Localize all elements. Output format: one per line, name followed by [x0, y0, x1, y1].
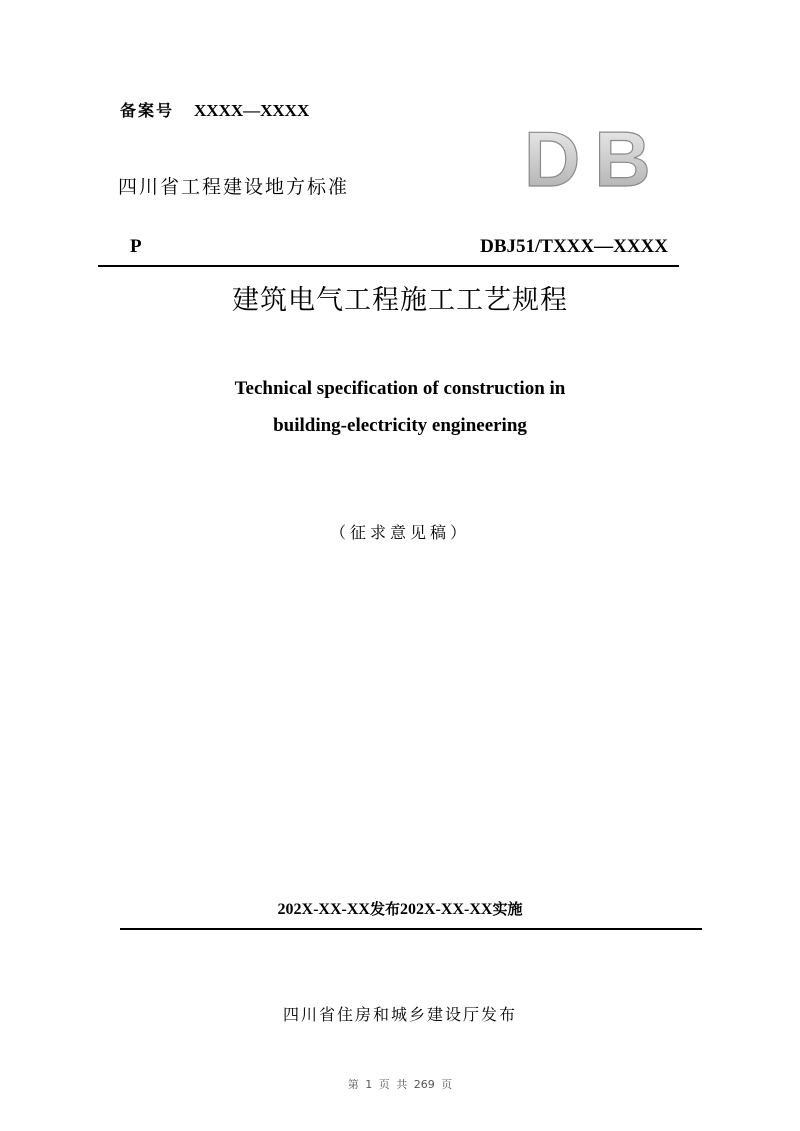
filing-number-line [120, 98, 309, 121]
effective-date: 202X-XX-XX [400, 901, 493, 918]
category-code: P [130, 236, 142, 257]
publisher: 四川省住房和城乡建设厅发布 [282, 1005, 517, 1024]
standard-organization: 四川省工程建设地方标准 [118, 176, 350, 198]
release-label: 发布 [369, 900, 400, 918]
title-chinese: 建筑电气工程施工工艺规程 [232, 285, 568, 316]
standard-code: DBJ51/TXXX—XXXX [480, 236, 668, 257]
title-english [0, 370, 800, 444]
release-date: 202X-XX-XX [277, 901, 370, 918]
date-line [0, 898, 800, 919]
filing-label: 备案号 [120, 101, 175, 120]
header-rule [98, 265, 679, 267]
db-logo [520, 110, 665, 203]
title-english-line-2: building-electricity engineering [273, 415, 527, 436]
title-english-line-1: Technical specification of construction in [234, 378, 566, 399]
footer-rule [120, 928, 702, 930]
draft-status: （征求意见稿） [329, 523, 470, 542]
effective-label: 实施 [492, 900, 523, 918]
page-indicator: 第 1 页 共 269 页 [347, 1078, 453, 1091]
filing-number: XXXX—XXXX [194, 101, 310, 120]
db-logo-text: DB [524, 115, 665, 203]
